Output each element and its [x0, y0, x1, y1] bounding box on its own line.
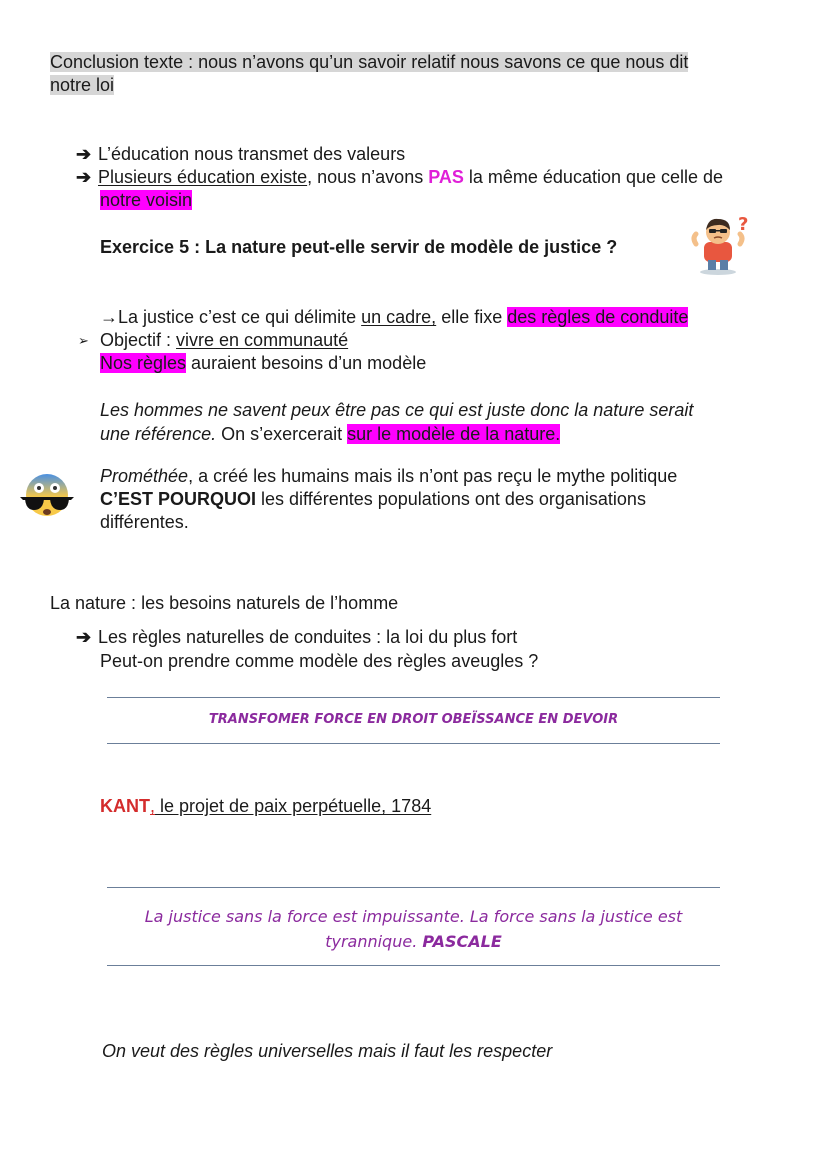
men-paragraph-line-2: une référence. On s’exercerait sur le modèle de la nature. — [100, 424, 561, 444]
quote-force-to-right: TRANSFOMER FORCE EN DROIT OBEÏSSANCE EN DEVOIR — [208, 712, 619, 727]
justice-definition: →La justice c’est ce qui délimite un cadre, elle fixe des règles de conduite — [100, 307, 689, 327]
conclusion-line-2: notre loi — [50, 75, 115, 95]
right-arrow-icon: → — [100, 307, 118, 327]
shocked-sunglasses-emoji-icon — [17, 470, 77, 520]
question-mark: ? — [738, 214, 749, 235]
prometheus-line-1: Prométhée, a créé les humains mais ils n’ont pas reçu le mythe politique — [100, 466, 678, 486]
nature-heading: La nature : les besoins naturels de l’homme — [50, 593, 399, 613]
objective-line: ➢ Objectif : vivre en communauté — [78, 330, 349, 350]
exercise-title: Exercice 5 : La nature peut-elle servir de modèle de justice ? — [100, 237, 618, 257]
quote-2-bottom-rule — [107, 965, 720, 966]
triangle-bullet-icon: ➢ — [78, 333, 89, 348]
prometheus-line-3: différentes. — [100, 512, 189, 532]
conclusion-line-1: Conclusion texte : nous n’avons qu’un savoir relatif nous savons ce que nous dit — [50, 52, 689, 72]
quote-1-top-rule — [107, 697, 720, 698]
rules-model-line: Nos règles auraient besoins d’un modèle — [100, 353, 427, 373]
men-paragraph-line-1: Les hommes ne savent peux être pas ce qui est juste donc la nature serait — [100, 400, 694, 420]
bullet-law-of-strongest: ➔ Les règles naturelles de conduites : la loi du plus fort — [76, 627, 518, 647]
shrug-character-icon — [690, 214, 752, 276]
bullet-education-values: ➔ L’éducation nous transmet des valeurs — [76, 144, 406, 164]
pas-emphasis: PAS — [428, 167, 464, 187]
prometheus-line-2: C’EST POURQUOI les différentes populations ont des organisations — [100, 489, 646, 509]
quote-1-bottom-rule — [107, 743, 720, 744]
quote-author: PASCALE — [422, 932, 502, 951]
bullet-several-educations: ➔ Plusieurs éducation existe, nous n’avons PAS la même éducation que celle de — [76, 167, 724, 187]
quote-pascal: La justice sans la force est impuissante. La force sans la justice est tyrannique. PASCALE — [144, 907, 683, 951]
arrow-bullet-icon: ➔ — [76, 144, 92, 164]
bullet-neighbor-line: notre voisin — [100, 190, 193, 210]
blind-rules-question: Peut-on prendre comme modèle des règles aveugles ? — [100, 651, 539, 671]
closing-statement: On veut des règles universelles mais il faut les respecter — [102, 1041, 553, 1061]
kant-reference: KANT, le projet de paix perpétuelle, 1784 — [100, 796, 432, 816]
quote-2-top-rule — [107, 887, 720, 888]
arrow-bullet-icon: ➔ — [76, 167, 92, 187]
arrow-bullet-icon: ➔ — [76, 627, 92, 647]
